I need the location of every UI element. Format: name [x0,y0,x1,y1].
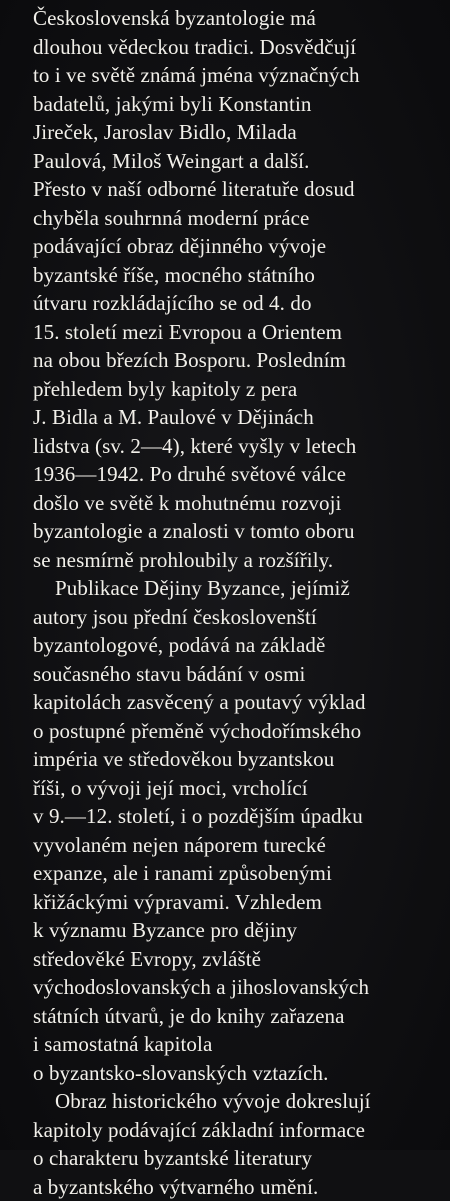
text-line: byzantologové, podává na základě [33,631,443,660]
text-line: lidstva (sv. 2—4), které vyšly v letech [33,432,443,461]
paragraph-3 [33,1087,443,1201]
text-line: k významu Byzance pro dějiny [33,916,443,945]
text-line: křižáckými výpravami. Vzhledem [33,888,443,917]
text-line: i samostatná kapitola [33,1030,443,1059]
text-line: v 9.—12. století, i o pozdějším úpadku [33,802,443,831]
text-line: na obou březích Bosporu. Posledním [33,346,443,375]
text-line: byzantské říše, mocného státního [33,261,443,290]
text-line: středověké Evropy, zvláště [33,945,443,974]
text-line: současného stavu bádání v osmi [33,660,443,689]
text-line: Přesto v naší odborné literatuře dosud [33,175,443,204]
text-line: se nesmírně prohloubily a rozšířily. [33,546,443,575]
text-line: přehledem byly kapitoly z pera [33,375,443,404]
text-line: to i ve světě známá jména význačných [33,61,443,90]
text-line: Paulová, Miloš Weingart a další. [33,147,443,176]
text-line: autory jsou přední českoslovenští [33,603,443,632]
text-line: 15. století mezi Evropou a Orientem [33,318,443,347]
text-line: kapitoly podávající základní informace [33,1116,443,1145]
text-line: Československá byzantologie má [33,4,443,33]
text-line: chyběla souhrnná moderní práce [33,204,443,233]
text-line: došlo ve světě k mohutnému rozvoji [33,489,443,518]
text-line: útvaru rozkládajícího se od 4. do [33,289,443,318]
text-line: expanze, ale i ranami způsobenými [33,859,443,888]
paragraph-2 [33,574,443,1087]
text-line: byzantologie a znalosti v tomto oboru [33,517,443,546]
text-line: Obraz historického vývoje dokreslují [33,1087,443,1116]
text-line: 1936—1942. Po druhé světové válce [33,460,443,489]
text-line: o postupné přeměně východořímského [33,717,443,746]
text-line: impéria ve středověkou byzantskou [33,745,443,774]
text-line: o byzantsko-slovanských vztazích. [33,1059,443,1088]
text-line: badatelů, jakými byli Konstantin [33,90,443,119]
text-line: o charakteru byzantské literatury [33,1144,443,1173]
text-line: Jireček, Jaroslav Bidlo, Milada [33,118,443,147]
text-line: Publikace Dějiny Byzance, jejímiž [33,574,443,603]
text-line: dlouhou vědeckou tradici. Dosvědčují [33,33,443,62]
text-line: říši, o vývoji její moci, vrcholící [33,774,443,803]
text-line: kapitolách zasvěcený a poutavý výklad [33,688,443,717]
text-line: vyvolaném nejen náporem turecké [33,831,443,860]
text-line: podávající obraz dějinného vývoje [33,232,443,261]
text-line: a byzantského výtvarného umění. [33,1173,443,1201]
paragraph-1 [33,4,443,574]
text-line: J. Bidla a M. Paulové v Dějinách [33,403,443,432]
text-line: východoslovanských a jihoslovanských [33,973,443,1002]
text-line: státních útvarů, je do knihy zařazena [33,1002,443,1031]
blurb-text [33,4,443,1201]
